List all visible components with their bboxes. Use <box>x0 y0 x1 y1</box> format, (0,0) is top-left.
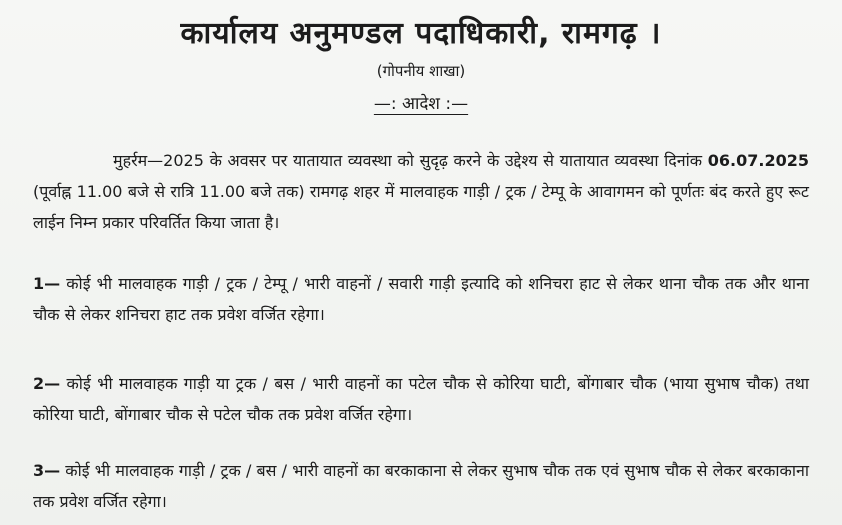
intro-text-part1: मुहर्रम—2025 के अवसर पर यातायात व्यवस्था को सुदृढ़ करने के उद्देश्य से यातायात व्यवस्था दिनांक <box>113 151 708 170</box>
order-item-text: कोई भी मालवाहक गाड़ी / ट्रक / टेम्पू / भारी वाहनों / सवारी गाड़ी इत्यादि को शनिचरा हाट से लेकर थाना चौक तक और थाना चौक से लेकर शनिचरा हाट तक प्रवेश वर्जित रहेगा। <box>33 274 809 324</box>
order-item-text: कोई भी मालवाहक गाड़ी या ट्रक / बस / भारी वाहनों का पटेल चौक से कोरिया घाटी, बोंगाबार चौक (भाया सुभाष चौक) तथा कोरिया घाटी, बोंगाबार चौक से पटेल चौक तक प्रवेश वर्जित रहेगा। <box>33 374 809 424</box>
order-heading <box>0 92 842 116</box>
order-item-number: 3— <box>33 461 61 480</box>
intro-text-part2: (पूर्वाह्न 11.00 बजे से रात्रि 11.00 बजे तक) रामगढ़ शहर में मालवाहक गाड़ी / ट्रक / टेम्पू के आवागमन को पूर्णतः बंद करते हुए रूट लाईन निम्न प्रकार परिवर्तित किया जाता है। <box>33 182 809 232</box>
order-item <box>33 268 809 330</box>
order-item-text: कोई भी मालवाहक गाड़ी / ट्रक / बस / भारी वाहनों का बरकाकाना से लेकर सुभाष चौक तक एवं सुभाष चौक से लेकर बरकाकाना तक प्रवेश वर्जित रहेगा। <box>33 461 809 511</box>
order-item <box>33 455 809 517</box>
order-item-number: 2— <box>33 374 61 393</box>
intro-date: 06.07.2025 <box>707 151 809 170</box>
order-heading-underlined <box>374 94 468 114</box>
intro-paragraph <box>33 145 809 238</box>
order-heading-text: आदेश <box>402 94 440 114</box>
office-title: कार्यालय अनुमण्डल पदाधिकारी, रामगढ़ । <box>180 16 662 51</box>
order-heading-suffix: :— <box>439 94 469 114</box>
order-item-number: 1— <box>33 274 61 293</box>
order-heading-prefix: —: <box>373 94 403 114</box>
branch-name: (गोपनीय शाखा) <box>376 62 466 80</box>
order-item <box>33 368 809 430</box>
